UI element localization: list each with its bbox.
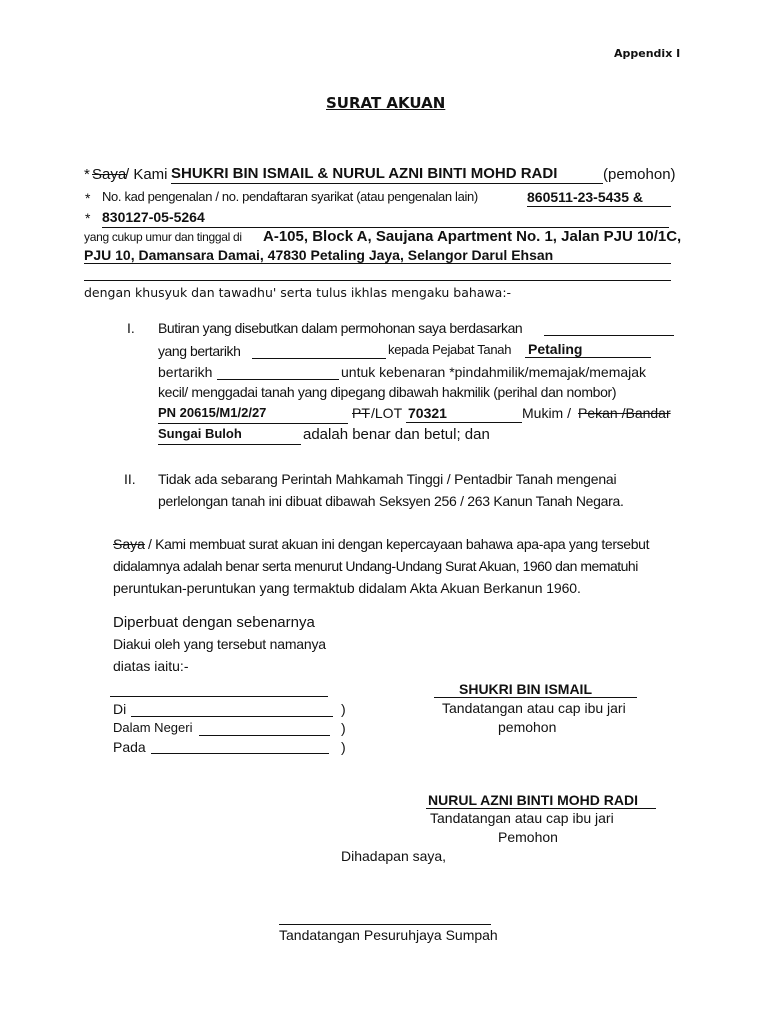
signer-1-role: pemohon <box>498 719 557 735</box>
declaration-intro: dengan khusyuk dan tawadhu' serta tulus ikhlas mengaku bahawa:- <box>84 285 512 300</box>
address-underline-1 <box>84 263 671 264</box>
item-numeral: I. <box>127 320 135 336</box>
id-value-1: 860511-23-5435 & <box>527 189 643 205</box>
before-me-label: Dihadapan saya, <box>341 848 447 864</box>
item-1-date-label-2: bertarikh <box>158 364 213 380</box>
item-2-line-1: Tidak ada sebarang Perintah Mahkamah Tinggi / Pentadbir Tanah mengenai <box>158 471 617 487</box>
made-line-3: diatas iaitu:- <box>113 658 189 674</box>
title-number: PN 20615/M1/2/27 <box>158 405 267 420</box>
saya-struck: Saya <box>113 536 145 552</box>
statement-line-3: peruntukan-peruntukan yang termaktub didalam Akta Akuan Berkanun 1960. <box>113 580 581 596</box>
signer-1-line <box>434 697 637 698</box>
paren: ) <box>341 739 346 755</box>
mukim-name: Sungai Buloh <box>158 426 242 441</box>
blank-reference <box>544 335 674 336</box>
id-value-2: 830127-05-5264 <box>102 209 205 225</box>
signer-1-name: SHUKRI BIN ISMAIL <box>459 681 592 697</box>
lot-number: 70321 <box>408 405 447 421</box>
id-underline-1 <box>527 206 671 207</box>
title-underline <box>158 423 348 424</box>
dalam-negeri-label: Dalam Negeri <box>113 720 193 735</box>
item-numeral: II. <box>124 471 136 487</box>
residing-label: yang cukup umur dan tinggal di <box>84 230 242 244</box>
made-line-2: Diakui oleh yang tersebut namanya <box>113 636 326 652</box>
blank-date-1 <box>252 358 386 359</box>
document-title: SURAT AKUAN <box>326 94 446 112</box>
address-line-1: A-105, Block A, Saujana Apartment No. 1, Jalan PJU 10/1C, <box>263 228 682 245</box>
commissioner-sign-line <box>279 924 491 925</box>
address-underline-2 <box>84 280 671 281</box>
statement-line-2: didalamnya adalah benar serta menurut Undang-Undang Surat Akuan, 1960 dan mematuhi <box>113 558 638 574</box>
pada-label: Pada <box>113 739 146 755</box>
mukim-underline <box>158 444 301 445</box>
asterisk: * <box>84 166 90 183</box>
item-1-line-1: Butiran yang disebutkan dalam permohonan saya berdasarkan <box>158 320 523 336</box>
paren: ) <box>341 701 346 717</box>
di-field[interactable] <box>131 716 333 717</box>
id-label: No. kad pengenalan / no. pendaftaran syarikat (atau pengenalan lain) <box>102 189 478 204</box>
item-1-conclusion: adalah benar dan betul; dan <box>303 426 490 443</box>
dalam-negeri-field[interactable] <box>199 735 330 736</box>
applicant-names: SHUKRI BIN ISMAIL & NURUL AZNI BINTI MOHD RADI <box>171 165 558 182</box>
pekan-bandar-struck: Pekan /Bandar <box>578 405 671 421</box>
asterisk: * <box>85 190 91 206</box>
pemohon-label: (pemohon) <box>603 166 676 183</box>
signer-2-line <box>426 808 656 809</box>
pada-field[interactable] <box>151 753 329 754</box>
kami-label: / Kami <box>125 166 168 183</box>
signer-1-sig-label: Tandatangan atau cap ibu jari <box>442 700 626 716</box>
item-1-line-4: kecil/ menggadai tanah yang dipegang dibawah hakmilik (perihal dan nombor) <box>158 384 617 400</box>
signer-2-sig-label: Tandatangan atau cap ibu jari <box>430 810 614 826</box>
land-office-name: Petaling <box>528 341 583 357</box>
saya-struck: Saya <box>92 166 127 183</box>
signer-2-role: Pemohon <box>498 829 558 845</box>
address-line-2: PJU 10, Damansara Damai, 47830 Petaling Jaya, Selangor Darul Ehsan <box>84 247 554 263</box>
land-office-underline <box>525 357 651 358</box>
place-top-line <box>110 696 328 697</box>
appendix-label: Appendix I <box>614 47 681 60</box>
land-office-label: kepada Pejabat Tanah <box>388 342 512 357</box>
applicant-underline <box>171 183 603 184</box>
lot-underline <box>406 422 522 423</box>
commissioner-label: Tandatangan Pesuruhjaya Sumpah <box>279 927 498 943</box>
statement-line-1: / Kami membuat surat akuan ini dengan kepercayaan bahawa apa-apa yang tersebut <box>148 536 650 552</box>
item-2-line-2: perlelongan tanah ini dibuat dibawah Seksyen 256 / 263 Kanun Tanah Negara. <box>158 493 624 509</box>
permission-text: untuk kebenaran *pindahmilik/memajak/memajak <box>341 364 647 380</box>
blank-date-2 <box>217 379 339 380</box>
signer-2-name: NURUL AZNI BINTI MOHD RADI <box>428 792 638 808</box>
made-line-1: Diperbuat dengan sebenarnya <box>113 614 315 631</box>
pt-struck: PT <box>352 405 370 421</box>
di-label: Di <box>113 701 127 717</box>
item-1-date-label: yang bertarikh <box>158 343 241 359</box>
paren: ) <box>341 720 346 736</box>
lot-label: /LOT <box>371 405 403 421</box>
asterisk: * <box>85 210 91 226</box>
mukim-label: Mukim / <box>522 405 571 421</box>
